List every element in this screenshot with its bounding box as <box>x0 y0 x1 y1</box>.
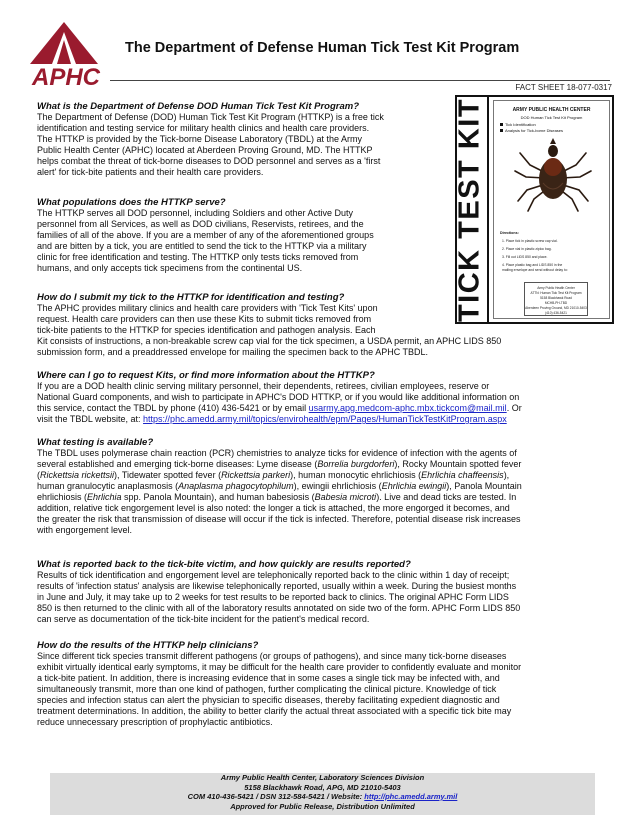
text-line: 850 is then returned to the clinic with all of the laboratory results annotated on side two of the form. APHC Form LIDS 850 <box>37 603 521 613</box>
kit-check-1: Tick Identification <box>500 122 536 127</box>
footer-line <box>50 792 595 802</box>
text-line <box>37 414 522 425</box>
fact-sheet-number: FACT SHEET 18-077-0317 <box>515 83 612 92</box>
kit-label <box>493 100 610 319</box>
section-reporting <box>37 559 520 625</box>
text-line: with engorgement level. <box>37 525 133 535</box>
text-line: National Guard components, and wish to participate in APHC's DOD HTTKP, or if you would like additional information on <box>37 392 520 402</box>
text-line: If you are a DOD health clinic serving military personnel, their dependents, retirees, civilian employees, reserve or <box>37 381 490 391</box>
footer-text: COM 410-436-5421 / DSN 312-584-5421 / Website: <box>187 792 365 801</box>
section-heading: What testing is available? <box>37 437 154 448</box>
text-fragment: visit the TBDL website, at: <box>37 414 144 424</box>
text-line: simultaneously transmit, more than one kind of pathogen, further complicating the clinical picture. Knowledge of tick <box>37 684 497 694</box>
species-name: Ehrlichia chaffeensis <box>421 470 504 480</box>
kit-address-line: (410) 436-5421 <box>545 311 567 315</box>
footer-line: Army Public Health Center, Laboratory Sciences Division <box>220 773 425 782</box>
text-fragment: ), ewingii ehrlichiosis ( <box>293 481 382 491</box>
text-fragment: ), Rocky Mountain spotted fever <box>394 459 522 469</box>
text-line: Since different tick species transmit different pathogens (or groups of pathogens), and since many tick-borne diseases <box>37 651 507 661</box>
text-line: addition, relative tick engorgement level is also noted: the longer a tick is attached, the more engorged it becomes, and <box>37 503 510 513</box>
text-line <box>37 470 522 481</box>
text-line: The HTTKP serves all DOD personnel, including Soldiers and other Active Duty <box>37 208 353 218</box>
text-line: request. Health care providers can then use these Kits to submit ticks removed from <box>37 314 372 324</box>
text-line: tick-bite patients to the HTTKP for species identification and pathogen analysis. Each <box>37 325 376 335</box>
kit-vertical-title <box>455 97 485 322</box>
text-line <box>37 403 522 414</box>
footer-line: 5158 Blackhawk Road, APG, MD 21010-5403 <box>244 782 401 792</box>
section-heading: What populations does the HTTKP serve? <box>37 197 226 208</box>
kit-step-3: 3. Fill out LIDS 850 and place. <box>502 255 548 259</box>
kit-step-4b: mailing envelope and send without delay to: <box>502 268 568 272</box>
section-heading: What is reported back to the tick-bite victim, and how quickly are results reported? <box>37 559 411 570</box>
text-line: Results of tick identification and engorgement level are telephonically reported back to the clinic within 1 day of receipt; <box>37 570 510 580</box>
text-line: personnel from all Services, as well as DOD civilians, Reservists, retirees, and the <box>37 219 364 229</box>
text-fragment: spp. Panola Mountain), and human babesiosis ( <box>121 492 315 502</box>
species-name: Rickettsia rickettsii <box>40 470 115 480</box>
text-fragment: ), Panola Mountain <box>446 481 522 491</box>
text-line: treatment determinations. In addition, the ability to better clarify the actual threat associated with a specific tick bite may <box>37 706 512 716</box>
text-line: exhibit virtually identical early symptoms, it may be difficult for the health care provider to confidently evaluate and monitor <box>37 662 522 672</box>
text-fragment: this service, contact the TBDL by phone (410) 436-5421 or by email <box>37 403 309 413</box>
text-line: The TBDL uses polymerase chain reaction (PCR) chemistries to analyze ticks for evidence of infection with the agents of <box>37 448 517 458</box>
text-line: reduce unnecessary prescription of prophylactic antibiotics. <box>37 717 273 727</box>
text-line: results of 'infection status' analysis are likewise telephonically reported, usually within a week. During the busiest months <box>37 581 517 591</box>
text-fragment: ). Live and dead ticks are tested. In <box>376 492 517 502</box>
footer-line: Approved for Public Release, Distribution Unlimited <box>230 801 415 811</box>
text-line: The HTTKP is provided by the Tick-borne Disease Laboratory (TBDL) at the Army <box>37 134 362 144</box>
header-divider <box>110 80 610 81</box>
kit-address-line: MCHB-PH-TBD <box>544 301 568 305</box>
text-line: the greater the risk that transmission of disease will occur if the tick is infected. Therefore, potential disease risk increases <box>37 514 521 524</box>
text-line: identification and testing service for military health clinics and health care providers. <box>37 123 370 133</box>
species-name: Ehrlichia <box>87 492 122 502</box>
species-name: Ehrlichia ewingii <box>381 481 447 491</box>
section-request-kits <box>37 370 522 425</box>
section-submit <box>37 292 501 358</box>
text-fragment: ), human monocytic ehrlichiosis ( <box>290 470 422 480</box>
section-heading: How do I submit my tick to the HTTKP for identification and testing? <box>37 292 345 303</box>
section-what-is <box>37 101 384 178</box>
text-line: in June and July, it may take up to 2 weeks for test results to be reported back to clinics. The original APHC Form LIDS <box>37 592 509 602</box>
section-heading: What is the Department of Defense DOD Human Tick Test Kit Program? <box>37 101 359 112</box>
text-line <box>37 492 522 503</box>
text-fragment: human granulocytic anaplasmosis ( <box>37 481 179 491</box>
species-name: Anaplasma phagocytophilum <box>178 481 294 491</box>
species-name: Rickettsia parkeri <box>221 470 291 480</box>
logo-text: APHC <box>31 64 100 91</box>
email-link[interactable]: usarmy.apg.medcom-aphc.mbx.tickcom@mail.mil <box>308 403 507 413</box>
kit-address-line: 5158 Blackhawk Road <box>540 296 572 300</box>
kit-header-1: ARMY PUBLIC HEALTH CENTER <box>512 107 591 113</box>
text-fragment: ehrlichiosis ( <box>37 492 88 502</box>
section-testing <box>37 437 522 536</box>
kit-address-box <box>524 282 588 316</box>
text-line: can serve as documentation of the tick-bite incident for the patient's medical record. <box>37 614 370 624</box>
text-line <box>37 459 522 470</box>
kit-directions-label: Directions: <box>500 231 519 235</box>
text-line: The Department of Defense (DOD) Human Tick Test Kit Program (HTTKP) is a free tick <box>37 112 384 122</box>
section-heading: Where can I go to request Kits, or find more information about the HTTKP? <box>37 370 375 381</box>
text-line: humans, and only accepts tick specimens from the continental US. <box>37 263 303 273</box>
aphc-logo <box>24 20 104 92</box>
page-title: The Department of Defense Human Tick Test Kit Program <box>125 40 520 56</box>
website-link[interactable]: https://phc.amedd.army.mil/topics/envirohealth/epm/Pages/HumanTickTestKitProgram.aspx <box>143 414 507 424</box>
text-fragment: . Or <box>506 403 522 413</box>
section-populations <box>37 197 374 274</box>
species-name: Babesia microti <box>314 492 377 502</box>
kit-step-4: 4. Place plastic bag and LIDS 850 in the <box>502 263 563 267</box>
section-clinicians <box>37 640 521 728</box>
text-fragment: several established and emerging tick-borne diseases: Lyme disease ( <box>37 459 318 469</box>
kit-check-2: Analysis for Tick-borne Diseases <box>500 128 563 133</box>
aphc-logo-icon <box>24 20 104 66</box>
text-line: clinic for free identification and testing. The HTTKP only tests ticks removed from <box>37 252 359 262</box>
section-text <box>37 303 501 358</box>
kit-divider <box>487 97 489 322</box>
text-line: Public Health Center (APHC) located at Aberdeen Proving Ground, MD. The HTTKP <box>37 145 373 155</box>
species-name: Borrelia burgdorferi <box>317 459 395 469</box>
kit-address-line: Army Public Health Center <box>537 286 575 290</box>
tick-icon <box>512 135 594 213</box>
tick-test-kit-image <box>455 95 614 324</box>
text-line: The APHC provides military clinics and health care providers with 'Tick Test Kits' upon <box>37 303 378 313</box>
section-text <box>37 381 522 425</box>
kit-step-2: 2. Place vial in plastic ziploc bag. <box>502 247 552 251</box>
kit-step-1: 1. Place tick in plastic screw cap vial. <box>502 239 558 243</box>
text-line: and are bitten by a tick, you are entitled to send the tick to the HTTKP via a military <box>37 241 367 251</box>
text-fragment: ), <box>503 470 510 480</box>
page-header <box>0 0 640 100</box>
section-text <box>37 570 520 625</box>
footer-website-link[interactable]: http://phc.amedd.army.mil <box>364 792 458 801</box>
page-footer <box>50 773 595 815</box>
text-line <box>37 481 522 492</box>
kit-address-line: ATTN: Human Tick Test Kit Program <box>530 291 582 295</box>
kit-vertical-text: TICK TEST KIT <box>453 97 486 322</box>
text-fragment: ), Tidewater spotted fever ( <box>114 470 222 480</box>
text-line: Kit consists of instructions, a non-breakable screw cap vial for the tick specimen, a USDA permit, an APHC LIDS 850 <box>37 336 502 346</box>
text-fragment: ( <box>37 470 40 480</box>
section-heading: How do the results of the HTTKP help clinicians? <box>37 640 259 651</box>
section-text <box>37 448 522 536</box>
kit-address-line: Aberdeen Proving Ground, MD 21010-5403 <box>525 306 587 310</box>
text-line: alert' for tick-bite patients and their health care providers. <box>37 167 264 177</box>
section-text <box>37 208 374 274</box>
text-line: helps combat the threat of tick-borne diseases to DOD personnel and serves as a 'first <box>37 156 381 166</box>
text-line: a tick-bite patient. In addition, there is increasing evidence that in some cases a single tick may be infected with, and <box>37 673 500 683</box>
text-line: submission form, and a preaddressed envelope for mailing the specimen back to the APHC TBDL. <box>37 347 429 357</box>
text-line: species and infection status can alert the physician to specific diseases, thereby facilitating expedient diagnostic and <box>37 695 500 705</box>
kit-header-2: DOD Human Tick Test Kit Program <box>520 115 583 120</box>
text-line: families of all of the above. If you are a member of any of the aforementioned groups <box>37 230 374 240</box>
section-text <box>37 651 521 728</box>
section-text <box>37 112 384 178</box>
